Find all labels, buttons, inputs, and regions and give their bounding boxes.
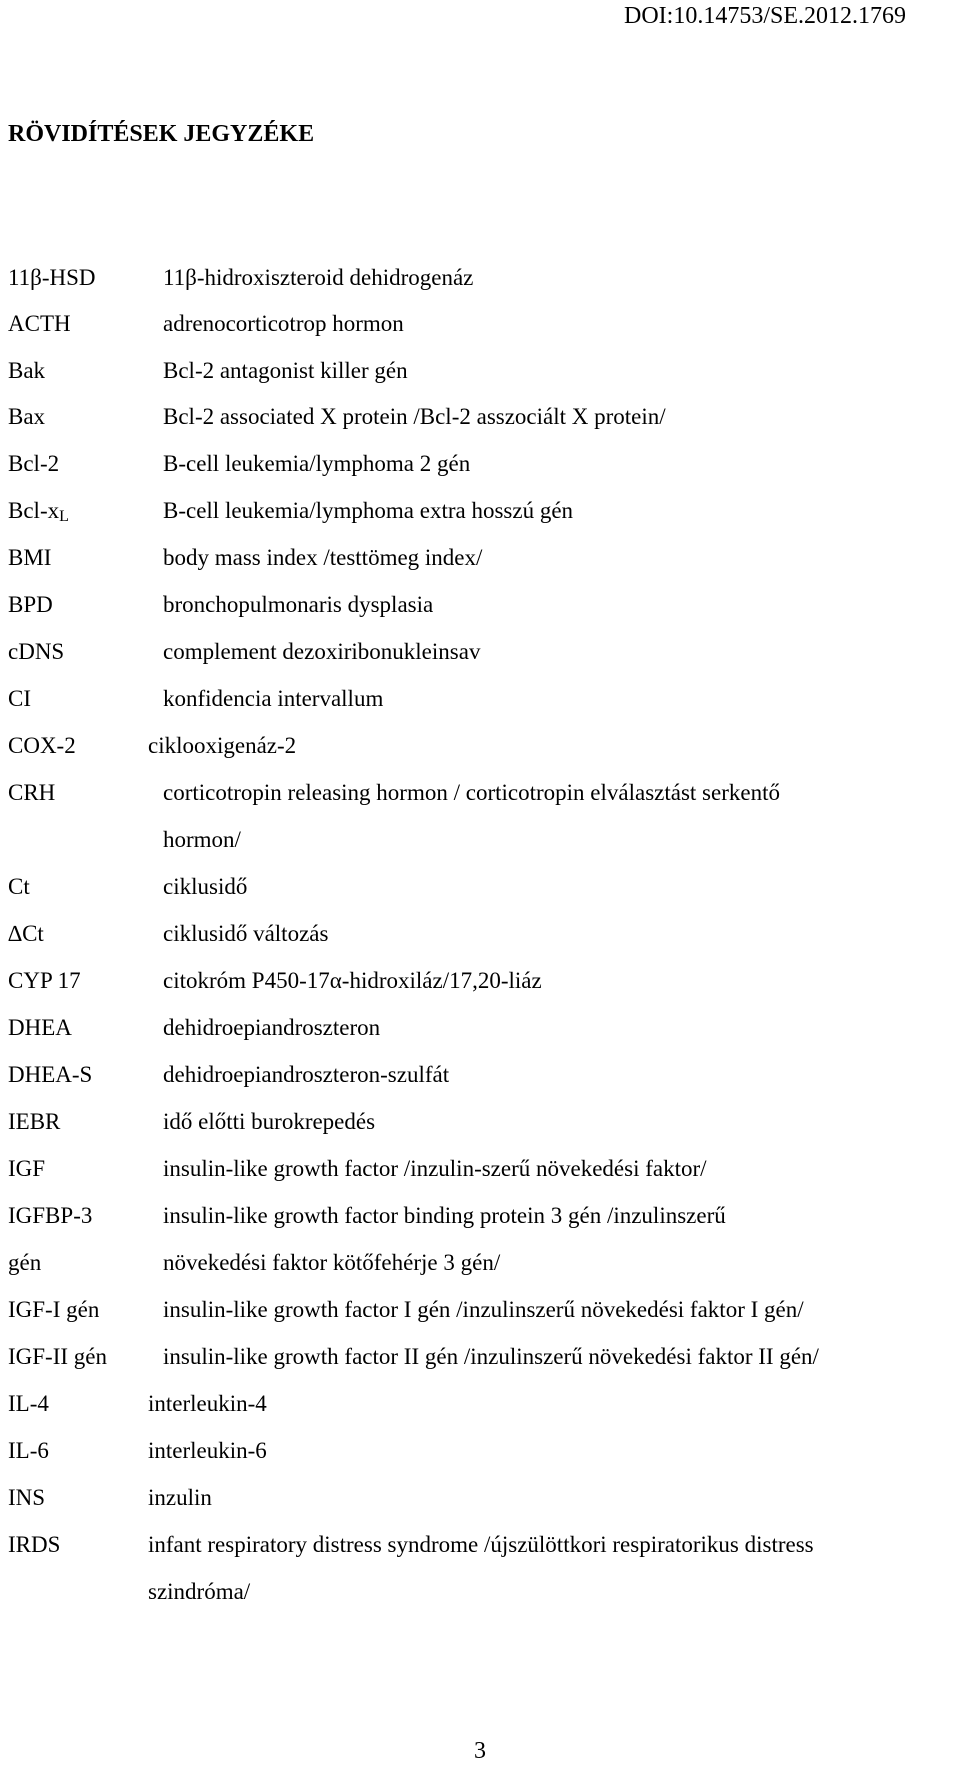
list-item (0, 355, 960, 387)
definition: interleukin-6 (148, 1438, 267, 1463)
abbreviation: INS (8, 1485, 46, 1510)
abbreviation: 11β-HSD (8, 265, 96, 290)
list-item (0, 1294, 960, 1326)
definition: ciklusidő (163, 874, 248, 899)
list-item (0, 495, 960, 527)
list-item (0, 824, 960, 856)
list-item (0, 1529, 960, 1561)
abbreviation: IGFBP-3 (8, 1203, 93, 1228)
abbreviation: IL-6 (8, 1438, 49, 1463)
definition: növekedési faktor kötőfehérje 3 gén/ (163, 1250, 501, 1275)
definition: Bcl-2 associated X protein /Bcl-2 asszociált X protein/ (163, 404, 666, 429)
definition: insulin-like growth factor I gén /inzulinszerű növekedési faktor I gén/ (163, 1297, 804, 1322)
abbreviation: BPD (8, 592, 53, 617)
definition: corticotropin releasing hormon / corticotropin elválasztást serkentő (163, 780, 780, 805)
abbreviation: DHEA-S (8, 1062, 93, 1087)
definition: dehidroepiandroszteron (163, 1015, 381, 1040)
definition: szindróma/ (148, 1579, 251, 1604)
abbreviation: BMI (8, 545, 52, 570)
abbreviation: IGF-II gén (8, 1344, 107, 1369)
list-item (0, 1482, 960, 1514)
list-item (0, 401, 960, 433)
list-item (0, 683, 960, 715)
definition: body mass index /testtömeg index/ (163, 545, 483, 570)
list-item (0, 918, 960, 950)
abbreviation: Bax (8, 404, 46, 429)
list-item (0, 777, 960, 809)
abbreviation: CRH (8, 780, 56, 805)
list-item (0, 542, 960, 574)
list-item (0, 871, 960, 903)
abbreviation-base: Bcl-x (8, 498, 60, 523)
definition: 11β-hidroxiszteroid dehidrogenáz (163, 265, 474, 290)
definition: complement dezoxiribonukleinsav (163, 639, 481, 664)
definition: insulin-like growth factor binding protein 3 gén /inzulinszerű (163, 1203, 726, 1228)
abbreviation: ACTH (8, 311, 71, 336)
definition: hormon/ (163, 827, 241, 852)
definition: bronchopulmonaris dysplasia (163, 592, 434, 617)
definition: Bcl-2 antagonist killer gén (163, 358, 408, 383)
list-item (0, 1576, 960, 1608)
definition: ciklooxigenáz-2 (148, 733, 297, 758)
list-item (0, 1341, 960, 1373)
list-item (0, 1247, 960, 1279)
abbreviation: IL-4 (8, 1391, 49, 1416)
definition: insulin-like growth factor II gén /inzulinszerű növekedési faktor II gén/ (163, 1344, 819, 1369)
abbreviation: COX-2 (8, 733, 76, 758)
abbreviation: Bak (8, 358, 46, 383)
abbreviation: IRDS (8, 1532, 61, 1557)
definition: konfidencia intervallum (163, 686, 384, 711)
list-item (0, 1200, 960, 1232)
list-item (0, 262, 960, 294)
abbreviation: ∆Ct (8, 921, 44, 946)
abbreviation: IGF (8, 1156, 46, 1181)
page-number: 3 (474, 1738, 486, 1764)
list-item (0, 448, 960, 480)
abbreviation: CYP 17 (8, 968, 81, 993)
list-item (0, 730, 960, 762)
abbreviation: CI (8, 686, 31, 711)
definition: infant respiratory distress syndrome /újszülöttkori respiratorikus distress (148, 1532, 814, 1557)
list-item (0, 1388, 960, 1420)
list-item (0, 589, 960, 621)
definition: B-cell leukemia/lymphoma 2 gén (163, 451, 471, 476)
definition: citokróm P450-17α-hidroxiláz/17,20-liáz (163, 968, 542, 993)
abbreviation: IEBR (8, 1109, 61, 1134)
abbreviation: IGF-I gén (8, 1297, 100, 1322)
definition: insulin-like growth factor /inzulin-szerű növekedési faktor/ (163, 1156, 707, 1181)
abbreviation-subscript: L (59, 508, 69, 525)
list-item (0, 965, 960, 997)
list-item (0, 1106, 960, 1138)
definition: idő előtti burokrepedés (163, 1109, 376, 1134)
abbreviation: Bcl-2 (8, 451, 60, 476)
abbreviation: DHEA (8, 1015, 72, 1040)
abbreviation: gén (8, 1250, 42, 1275)
page-title: RÖVIDÍTÉSEK JEGYZÉKE (8, 121, 315, 147)
list-item (0, 308, 960, 340)
list-item (0, 1435, 960, 1467)
abbreviation: cDNS (8, 639, 65, 664)
list-item (0, 1012, 960, 1044)
doi-header: DOI:10.14753/SE.2012.1769 (624, 3, 906, 29)
definition: interleukin-4 (148, 1391, 267, 1416)
abbreviation: Ct (8, 874, 30, 899)
definition: adrenocorticotrop hormon (163, 311, 404, 336)
definition: B-cell leukemia/lymphoma extra hosszú gén (163, 498, 574, 523)
list-item (0, 1059, 960, 1091)
definition: dehidroepiandroszteron-szulfát (163, 1062, 450, 1087)
list-item (0, 636, 960, 668)
list-item (0, 1153, 960, 1185)
abbreviation (8, 495, 69, 533)
definition: ciklusidő változás (163, 921, 329, 946)
definition: inzulin (148, 1485, 212, 1510)
